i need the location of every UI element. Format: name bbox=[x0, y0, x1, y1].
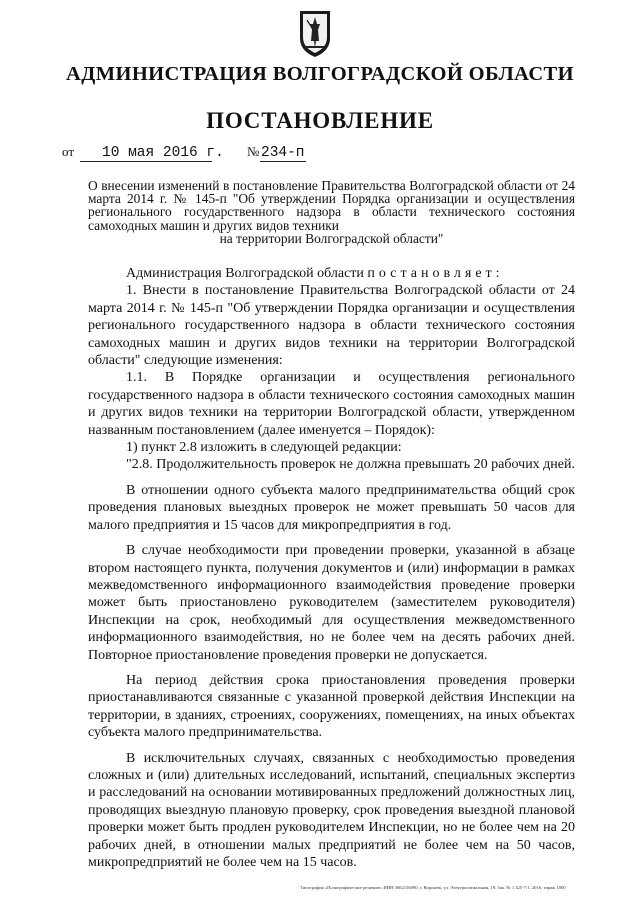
paragraph-suspension: В случае необходимости при проведении проверки, указанной в абзаце втором настоящего пункта, получения документов и (или) информации в рамках межведомственного информационного взаимодействия проведение проверки может быть приостановлено руководителем (заместителем руководителя) Инспекции на срок, необходимый для осуществления межведомственного информационного взаимодействия, но не более чем на десять рабочих дней. Повторное приостановление проведения проверки не допускается. bbox=[88, 543, 575, 663]
document-dateline bbox=[62, 140, 352, 164]
document-type-title: ПОСТАНОВЛЕНИЕ bbox=[206, 108, 434, 133]
coat-of-arms-emblem bbox=[298, 8, 332, 58]
number-underline bbox=[260, 161, 306, 162]
paragraph-2-8: "2.8. Продолжительность проверок не должна превышать 20 рабочих дней. bbox=[126, 457, 576, 473]
document-subject bbox=[88, 179, 575, 245]
number-label: № bbox=[247, 144, 260, 159]
document-body bbox=[88, 265, 575, 871]
subject-text-last-line: на территории Волгоградской области" bbox=[219, 230, 444, 246]
intro-text: Администрация Волгоградской области bbox=[126, 266, 364, 281]
intro-verb: постановляет: bbox=[367, 266, 504, 281]
paragraph-suspension-period: На период действия срока приостановления проведения проверки приостанавливаются связанные с указанной проверкой действия Инспекции на территории, в зданиях, строениях, сооружениях, помещениях, на иных объектах субъекта малого предпринимательства. bbox=[88, 672, 575, 741]
subject-text: О внесении изменений в постановление Правительства Волгоградской области от 24 марта 2014 г. № 145-п "Об утверждении Порядка организации и осуществления регионального государственного надзора в области технического состояния самоходных машин и других видов техники bbox=[88, 178, 575, 233]
paragraph-1-1: 1.1. В Порядке организации и осуществления регионального государственного надзора в области технического состояния самоходных машин и других видов техники на территории Волгоградской области, утвержденном названным постановлением (далее именуется – Порядок): bbox=[88, 370, 575, 438]
document-date: 10 мая 2016 г. bbox=[102, 145, 224, 161]
paragraph-small-business-limit: В отношении одного субъекта малого предпринимательства общий срок проведения плановых выездных проверок не может превышать 50 часов для малого предприятия и 15 часов для микропредприятия в год. bbox=[88, 482, 575, 533]
paragraph-item-1: 1) пункт 2.8 изложить в следующей редакции: bbox=[126, 440, 402, 456]
paragraph-extension: В исключительных случаях, связанных с необходимостью проведения сложных и (или) длительных исследований, испытаний, специальных экспертиз и расследований на основании мотивированных предложений должностных лиц, проводящих выездную плановую проверку, срок проведения выездной плановой проверки может быть продлен руководителем Инспекции, но не более чем на 20 рабочих дней, в отношении малых предприятий не более чем на 50 часов, микропредприятий не более чем на 15 часов. bbox=[88, 750, 575, 870]
intro-paragraph bbox=[88, 265, 575, 282]
date-from-label: от bbox=[62, 144, 75, 159]
printer-footnote: Типография «Полиграфическое решение» ИНН 3662156090, г. Воронеж, ул. Электросигнальная, 19, Зак. № 1 325-7/1, 2016, тираж 1000 bbox=[300, 885, 566, 890]
document-number: 234-п bbox=[261, 145, 305, 161]
date-underline bbox=[80, 161, 212, 162]
organization-title: АДМИНИСТРАЦИЯ ВОЛГОГРАДСКОЙ ОБЛАСТИ bbox=[66, 63, 574, 85]
paragraph-1: 1. Внести в постановление Правительства Волгоградской области от 24 марта 2014 г. № 145-п "Об утверждении Порядка организации и осуществления регионального государственного надзора в области технического состояния самоходных машин и других видов техники на территории Волгоградской области" следующие изменения: bbox=[88, 283, 575, 369]
